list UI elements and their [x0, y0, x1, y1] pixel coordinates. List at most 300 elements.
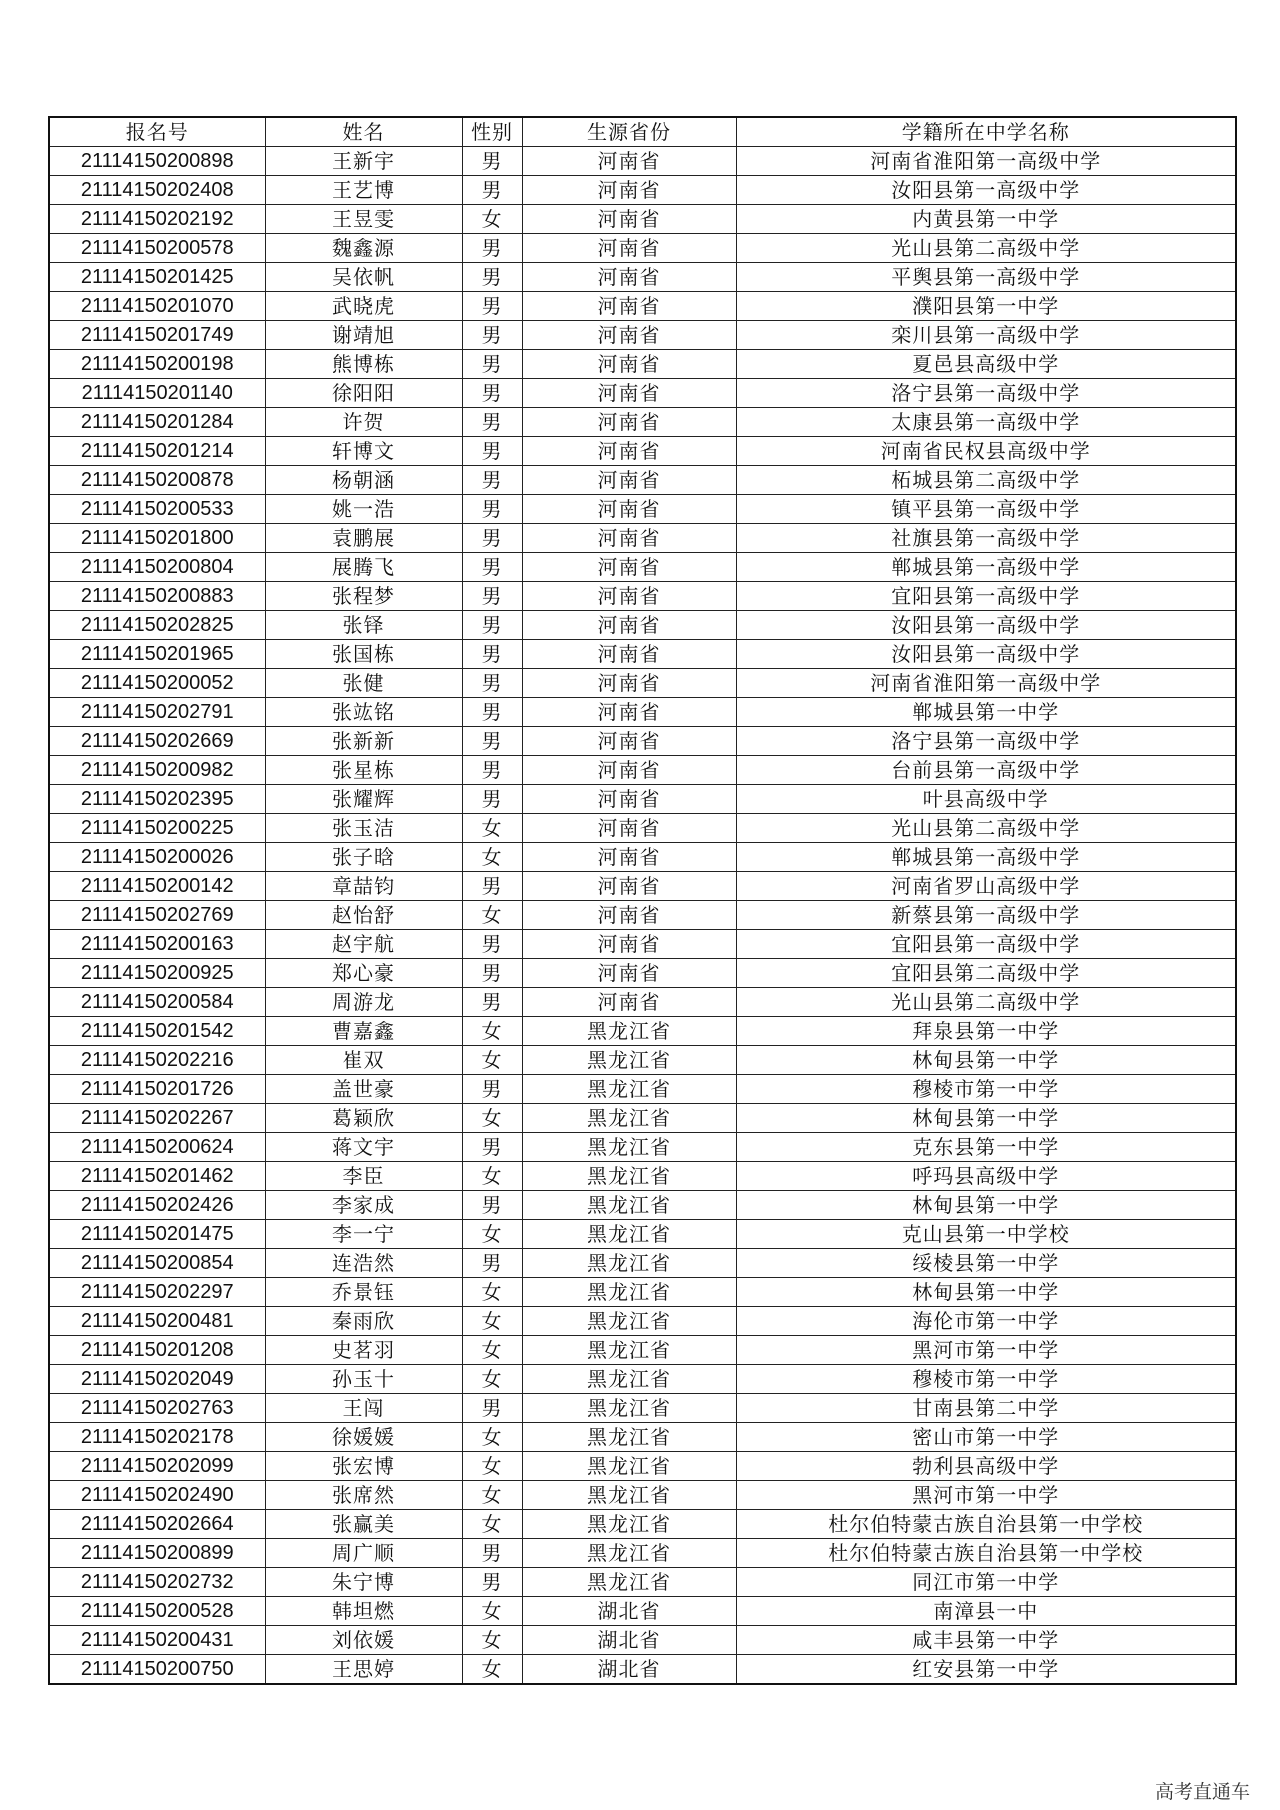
- cell-name: 郑心豪: [265, 959, 462, 988]
- cell-registration-number: 21114150200982: [49, 756, 265, 785]
- cell-name: 史茗羽: [265, 1336, 462, 1365]
- cell-name: 秦雨欣: [265, 1307, 462, 1336]
- cell-school: 光山县第二高级中学: [736, 814, 1236, 843]
- table-row: [49, 1336, 1236, 1365]
- cell-province: 河南省: [522, 176, 736, 205]
- cell-registration-number: 21114150201800: [49, 524, 265, 553]
- table-row: [49, 495, 1236, 524]
- cell-name: 张子晗: [265, 843, 462, 872]
- cell-name: 刘依媛: [265, 1626, 462, 1655]
- cell-gender: 女: [462, 814, 522, 843]
- header-gender: 性别: [462, 117, 522, 147]
- cell-school: 拜泉县第一中学: [736, 1017, 1236, 1046]
- table-row: [49, 988, 1236, 1017]
- cell-name: 谢靖旭: [265, 321, 462, 350]
- cell-gender: 男: [462, 437, 522, 466]
- header-name: 姓名: [265, 117, 462, 147]
- cell-province: 黑龙江省: [522, 1365, 736, 1394]
- table-row: [49, 176, 1236, 205]
- cell-gender: 男: [462, 466, 522, 495]
- table-row: [49, 1104, 1236, 1133]
- cell-name: 徐阳阳: [265, 379, 462, 408]
- cell-province: 黑龙江省: [522, 1539, 736, 1568]
- cell-gender: 男: [462, 988, 522, 1017]
- table-row: [49, 1220, 1236, 1249]
- cell-school: 呼玛县高级中学: [736, 1162, 1236, 1191]
- cell-registration-number: 21114150200898: [49, 147, 265, 176]
- cell-school: 宜阳县第一高级中学: [736, 930, 1236, 959]
- cell-gender: 男: [462, 234, 522, 263]
- cell-registration-number: 21114150202825: [49, 611, 265, 640]
- cell-name: 徐媛媛: [265, 1423, 462, 1452]
- table-row: [49, 263, 1236, 292]
- cell-registration-number: 21114150201462: [49, 1162, 265, 1191]
- table-row: [49, 524, 1236, 553]
- cell-name: 王新宇: [265, 147, 462, 176]
- table-row: [49, 669, 1236, 698]
- cell-province: 河南省: [522, 930, 736, 959]
- cell-name: 杨朝涵: [265, 466, 462, 495]
- cell-name: 王思婷: [265, 1655, 462, 1685]
- cell-registration-number: 21114150202669: [49, 727, 265, 756]
- cell-province: 黑龙江省: [522, 1336, 736, 1365]
- cell-name: 周广顺: [265, 1539, 462, 1568]
- cell-registration-number: 21114150200624: [49, 1133, 265, 1162]
- cell-registration-number: 21114150201726: [49, 1075, 265, 1104]
- cell-gender: 男: [462, 1568, 522, 1597]
- table-row: [49, 1394, 1236, 1423]
- cell-school: 新蔡县第一高级中学: [736, 901, 1236, 930]
- cell-registration-number: 21114150202395: [49, 785, 265, 814]
- cell-province: 湖北省: [522, 1655, 736, 1685]
- cell-name: 武晓虎: [265, 292, 462, 321]
- cell-province: 河南省: [522, 814, 736, 843]
- cell-province: 河南省: [522, 321, 736, 350]
- cell-registration-number: 21114150202763: [49, 1394, 265, 1423]
- cell-school: 平舆县第一高级中学: [736, 263, 1236, 292]
- table-row: [49, 930, 1236, 959]
- cell-province: 黑龙江省: [522, 1220, 736, 1249]
- cell-gender: 男: [462, 698, 522, 727]
- cell-name: 张竑铭: [265, 698, 462, 727]
- cell-gender: 男: [462, 524, 522, 553]
- table-row: [49, 1075, 1236, 1104]
- cell-registration-number: 21114150202267: [49, 1104, 265, 1133]
- cell-gender: 男: [462, 350, 522, 379]
- cell-gender: 女: [462, 1046, 522, 1075]
- cell-province: 黑龙江省: [522, 1162, 736, 1191]
- cell-gender: 女: [462, 843, 522, 872]
- table-row: [49, 1539, 1236, 1568]
- table-row: [49, 1046, 1236, 1075]
- cell-gender: 男: [462, 872, 522, 901]
- cell-province: 黑龙江省: [522, 1278, 736, 1307]
- cell-gender: 男: [462, 727, 522, 756]
- cell-province: 河南省: [522, 669, 736, 698]
- cell-registration-number: 21114150202192: [49, 205, 265, 234]
- cell-gender: 女: [462, 1162, 522, 1191]
- cell-school: 镇平县第一高级中学: [736, 495, 1236, 524]
- cell-school: 黑河市第一中学: [736, 1481, 1236, 1510]
- cell-gender: 女: [462, 1655, 522, 1685]
- cell-gender: 男: [462, 263, 522, 292]
- header-province: 生源省份: [522, 117, 736, 147]
- cell-registration-number: 21114150201475: [49, 1220, 265, 1249]
- table-row: [49, 205, 1236, 234]
- cell-province: 河南省: [522, 234, 736, 263]
- cell-registration-number: 21114150201749: [49, 321, 265, 350]
- cell-school: 郸城县第一高级中学: [736, 553, 1236, 582]
- cell-gender: 女: [462, 1597, 522, 1626]
- cell-school: 宜阳县第一高级中学: [736, 582, 1236, 611]
- table-row: [49, 727, 1236, 756]
- cell-gender: 男: [462, 756, 522, 785]
- cell-gender: 男: [462, 292, 522, 321]
- table-body: [49, 147, 1236, 1685]
- cell-school: 叶县高级中学: [736, 785, 1236, 814]
- cell-name: 魏鑫源: [265, 234, 462, 263]
- cell-gender: 男: [462, 1394, 522, 1423]
- cell-name: 吴依帆: [265, 263, 462, 292]
- cell-school: 黑河市第一中学: [736, 1336, 1236, 1365]
- cell-school: 汝阳县第一高级中学: [736, 640, 1236, 669]
- cell-registration-number: 21114150200750: [49, 1655, 265, 1685]
- cell-registration-number: 21114150200225: [49, 814, 265, 843]
- cell-province: 河南省: [522, 611, 736, 640]
- cell-school: 河南省民权县高级中学: [736, 437, 1236, 466]
- cell-name: 李一宁: [265, 1220, 462, 1249]
- cell-school: 洛宁县第一高级中学: [736, 379, 1236, 408]
- cell-name: 张赢美: [265, 1510, 462, 1539]
- cell-province: 河南省: [522, 495, 736, 524]
- cell-gender: 男: [462, 582, 522, 611]
- cell-registration-number: 21114150200198: [49, 350, 265, 379]
- cell-province: 河南省: [522, 785, 736, 814]
- cell-registration-number: 21114150200925: [49, 959, 265, 988]
- cell-gender: 女: [462, 205, 522, 234]
- cell-name: 连浩然: [265, 1249, 462, 1278]
- cell-name: 蒋文宇: [265, 1133, 462, 1162]
- cell-province: 黑龙江省: [522, 1133, 736, 1162]
- cell-gender: 男: [462, 1075, 522, 1104]
- cell-name: 袁鹏展: [265, 524, 462, 553]
- cell-school: 内黄县第一中学: [736, 205, 1236, 234]
- cell-registration-number: 21114150202408: [49, 176, 265, 205]
- table-row: [49, 350, 1236, 379]
- cell-school: 光山县第二高级中学: [736, 988, 1236, 1017]
- cell-registration-number: 21114150200854: [49, 1249, 265, 1278]
- cell-gender: 男: [462, 321, 522, 350]
- cell-province: 黑龙江省: [522, 1017, 736, 1046]
- cell-school: 林甸县第一中学: [736, 1191, 1236, 1220]
- table-row: [49, 234, 1236, 263]
- table-row: [49, 785, 1236, 814]
- cell-province: 河南省: [522, 756, 736, 785]
- cell-gender: 男: [462, 176, 522, 205]
- cell-registration-number: 21114150200481: [49, 1307, 265, 1336]
- cell-school: 密山市第一中学: [736, 1423, 1236, 1452]
- table-row: [49, 1365, 1236, 1394]
- cell-gender: 女: [462, 1336, 522, 1365]
- cell-registration-number: 21114150202178: [49, 1423, 265, 1452]
- cell-province: 河南省: [522, 843, 736, 872]
- cell-province: 河南省: [522, 350, 736, 379]
- table-row: [49, 1162, 1236, 1191]
- cell-name: 李家成: [265, 1191, 462, 1220]
- cell-province: 黑龙江省: [522, 1249, 736, 1278]
- cell-province: 河南省: [522, 292, 736, 321]
- cell-name: 盖世豪: [265, 1075, 462, 1104]
- table-row: [49, 1133, 1236, 1162]
- cell-gender: 男: [462, 1539, 522, 1568]
- table-row: [49, 698, 1236, 727]
- cell-school: 汝阳县第一高级中学: [736, 176, 1236, 205]
- cell-school: 林甸县第一中学: [736, 1104, 1236, 1133]
- cell-registration-number: 21114150201542: [49, 1017, 265, 1046]
- cell-province: 河南省: [522, 553, 736, 582]
- cell-school: 林甸县第一中学: [736, 1278, 1236, 1307]
- cell-school: 社旗县第一高级中学: [736, 524, 1236, 553]
- table-row: [49, 292, 1236, 321]
- table-row: [49, 1307, 1236, 1336]
- cell-name: 王昱雯: [265, 205, 462, 234]
- table-header: [49, 117, 1236, 147]
- watermark-text: 高考直通车: [1154, 1781, 1250, 1803]
- cell-province: 河南省: [522, 379, 736, 408]
- cell-school: 汝阳县第一高级中学: [736, 611, 1236, 640]
- table-row: [49, 147, 1236, 176]
- cell-gender: 女: [462, 1017, 522, 1046]
- cell-school: 勃利县高级中学: [736, 1452, 1236, 1481]
- cell-gender: 男: [462, 553, 522, 582]
- cell-registration-number: 21114150200883: [49, 582, 265, 611]
- cell-gender: 女: [462, 1220, 522, 1249]
- cell-school: 柘城县第二高级中学: [736, 466, 1236, 495]
- cell-gender: 男: [462, 959, 522, 988]
- cell-name: 张程梦: [265, 582, 462, 611]
- cell-name: 赵怡舒: [265, 901, 462, 930]
- cell-province: 河南省: [522, 901, 736, 930]
- cell-gender: 女: [462, 901, 522, 930]
- cell-school: 穆棱市第一中学: [736, 1365, 1236, 1394]
- cell-school: 郸城县第一中学: [736, 698, 1236, 727]
- cell-school: 郸城县第一高级中学: [736, 843, 1236, 872]
- table-row: [49, 379, 1236, 408]
- cell-province: 黑龙江省: [522, 1481, 736, 1510]
- cell-school: 河南省淮阳第一高级中学: [736, 669, 1236, 698]
- cell-gender: 男: [462, 669, 522, 698]
- cell-school: 濮阳县第一中学: [736, 292, 1236, 321]
- cell-province: 河南省: [522, 408, 736, 437]
- cell-province: 黑龙江省: [522, 1510, 736, 1539]
- table-row: [49, 408, 1236, 437]
- cell-name: 张铎: [265, 611, 462, 640]
- table-row: [49, 1626, 1236, 1655]
- cell-gender: 女: [462, 1510, 522, 1539]
- table-row: [49, 843, 1236, 872]
- cell-province: 黑龙江省: [522, 1423, 736, 1452]
- cell-gender: 男: [462, 1249, 522, 1278]
- cell-school: 甘南县第二中学: [736, 1394, 1236, 1423]
- cell-name: 李臣: [265, 1162, 462, 1191]
- cell-registration-number: 21114150202426: [49, 1191, 265, 1220]
- cell-province: 河南省: [522, 727, 736, 756]
- cell-province: 河南省: [522, 466, 736, 495]
- cell-registration-number: 21114150201965: [49, 640, 265, 669]
- table-row: [49, 1568, 1236, 1597]
- table-row: [49, 1481, 1236, 1510]
- cell-registration-number: 21114150202664: [49, 1510, 265, 1539]
- cell-name: 张国栋: [265, 640, 462, 669]
- header-school: 学籍所在中学名称: [736, 117, 1236, 147]
- cell-registration-number: 21114150202099: [49, 1452, 265, 1481]
- cell-registration-number: 21114150200878: [49, 466, 265, 495]
- cell-name: 张玉洁: [265, 814, 462, 843]
- cell-registration-number: 21114150201140: [49, 379, 265, 408]
- table-row: [49, 640, 1236, 669]
- cell-name: 张席然: [265, 1481, 462, 1510]
- cell-gender: 男: [462, 147, 522, 176]
- cell-registration-number: 21114150200533: [49, 495, 265, 524]
- cell-school: 杜尔伯特蒙古族自治县第一中学校: [736, 1539, 1236, 1568]
- cell-registration-number: 21114150200899: [49, 1539, 265, 1568]
- cell-registration-number: 21114150200804: [49, 553, 265, 582]
- table-row: [49, 611, 1236, 640]
- cell-gender: 男: [462, 408, 522, 437]
- cell-school: 穆棱市第一中学: [736, 1075, 1236, 1104]
- cell-registration-number: 21114150202791: [49, 698, 265, 727]
- table-row: [49, 872, 1236, 901]
- cell-name: 轩博文: [265, 437, 462, 466]
- cell-name: 乔景钰: [265, 1278, 462, 1307]
- cell-gender: 男: [462, 930, 522, 959]
- cell-registration-number: 21114150200163: [49, 930, 265, 959]
- cell-registration-number: 21114150200528: [49, 1597, 265, 1626]
- cell-province: 黑龙江省: [522, 1307, 736, 1336]
- table-row: [49, 1452, 1236, 1481]
- cell-school: 太康县第一高级中学: [736, 408, 1236, 437]
- cell-province: 河南省: [522, 988, 736, 1017]
- cell-school: 克东县第一中学: [736, 1133, 1236, 1162]
- cell-gender: 男: [462, 611, 522, 640]
- cell-name: 张宏博: [265, 1452, 462, 1481]
- cell-registration-number: 21114150201425: [49, 263, 265, 292]
- cell-registration-number: 21114150200578: [49, 234, 265, 263]
- table-row: [49, 1510, 1236, 1539]
- cell-registration-number: 21114150200026: [49, 843, 265, 872]
- table-row: [49, 1423, 1236, 1452]
- table-row: [49, 1278, 1236, 1307]
- cell-school: 台前县第一高级中学: [736, 756, 1236, 785]
- cell-school: 海伦市第一中学: [736, 1307, 1236, 1336]
- cell-province: 河南省: [522, 872, 736, 901]
- cell-gender: 男: [462, 785, 522, 814]
- cell-province: 河南省: [522, 959, 736, 988]
- cell-gender: 女: [462, 1307, 522, 1336]
- cell-province: 河南省: [522, 263, 736, 292]
- cell-province: 河南省: [522, 582, 736, 611]
- cell-registration-number: 21114150201070: [49, 292, 265, 321]
- cell-registration-number: 21114150200142: [49, 872, 265, 901]
- cell-name: 韩坦燃: [265, 1597, 462, 1626]
- cell-gender: 女: [462, 1104, 522, 1133]
- cell-province: 河南省: [522, 437, 736, 466]
- cell-name: 周游龙: [265, 988, 462, 1017]
- cell-name: 张耀辉: [265, 785, 462, 814]
- cell-province: 河南省: [522, 205, 736, 234]
- cell-registration-number: 21114150200431: [49, 1626, 265, 1655]
- cell-name: 葛颖欣: [265, 1104, 462, 1133]
- cell-gender: 男: [462, 640, 522, 669]
- cell-name: 张健: [265, 669, 462, 698]
- cell-province: 黑龙江省: [522, 1191, 736, 1220]
- cell-name: 王艺博: [265, 176, 462, 205]
- cell-province: 黑龙江省: [522, 1104, 736, 1133]
- cell-registration-number: 21114150201214: [49, 437, 265, 466]
- cell-name: 崔双: [265, 1046, 462, 1075]
- cell-registration-number: 21114150202769: [49, 901, 265, 930]
- cell-registration-number: 21114150202490: [49, 1481, 265, 1510]
- cell-school: 林甸县第一中学: [736, 1046, 1236, 1075]
- cell-school: 栾川县第一高级中学: [736, 321, 1236, 350]
- cell-school: 河南省罗山高级中学: [736, 872, 1236, 901]
- cell-registration-number: 21114150202297: [49, 1278, 265, 1307]
- table-row: [49, 959, 1236, 988]
- table-row: [49, 1249, 1236, 1278]
- cell-registration-number: 21114150200584: [49, 988, 265, 1017]
- cell-province: 黑龙江省: [522, 1394, 736, 1423]
- cell-province: 湖北省: [522, 1626, 736, 1655]
- cell-name: 张星栋: [265, 756, 462, 785]
- cell-school: 光山县第二高级中学: [736, 234, 1236, 263]
- table-row: [49, 466, 1236, 495]
- cell-name: 展腾飞: [265, 553, 462, 582]
- cell-province: 黑龙江省: [522, 1452, 736, 1481]
- cell-school: 南漳县一中: [736, 1597, 1236, 1626]
- cell-registration-number: 21114150200052: [49, 669, 265, 698]
- cell-name: 姚一浩: [265, 495, 462, 524]
- cell-school: 克山县第一中学校: [736, 1220, 1236, 1249]
- cell-name: 孙玉十: [265, 1365, 462, 1394]
- cell-school: 河南省淮阳第一高级中学: [736, 147, 1236, 176]
- cell-province: 河南省: [522, 698, 736, 727]
- cell-name: 熊博栋: [265, 350, 462, 379]
- cell-name: 朱宁博: [265, 1568, 462, 1597]
- cell-name: 王闯: [265, 1394, 462, 1423]
- cell-registration-number: 21114150201208: [49, 1336, 265, 1365]
- cell-gender: 女: [462, 1626, 522, 1655]
- table-row: [49, 553, 1236, 582]
- table-row: [49, 814, 1236, 843]
- table-row: [49, 1191, 1236, 1220]
- cell-province: 河南省: [522, 524, 736, 553]
- cell-school: 绥棱县第一中学: [736, 1249, 1236, 1278]
- header-row: [49, 117, 1236, 147]
- cell-name: 章喆钧: [265, 872, 462, 901]
- cell-school: 杜尔伯特蒙古族自治县第一中学校: [736, 1510, 1236, 1539]
- cell-province: 河南省: [522, 640, 736, 669]
- cell-gender: 女: [462, 1452, 522, 1481]
- cell-province: 湖北省: [522, 1597, 736, 1626]
- table-row: [49, 756, 1236, 785]
- cell-school: 咸丰县第一中学: [736, 1626, 1236, 1655]
- cell-gender: 男: [462, 1191, 522, 1220]
- cell-registration-number: 21114150202216: [49, 1046, 265, 1075]
- cell-gender: 女: [462, 1423, 522, 1452]
- table-row: [49, 1597, 1236, 1626]
- admission-list-table: [48, 116, 1237, 1685]
- table-row: [49, 901, 1236, 930]
